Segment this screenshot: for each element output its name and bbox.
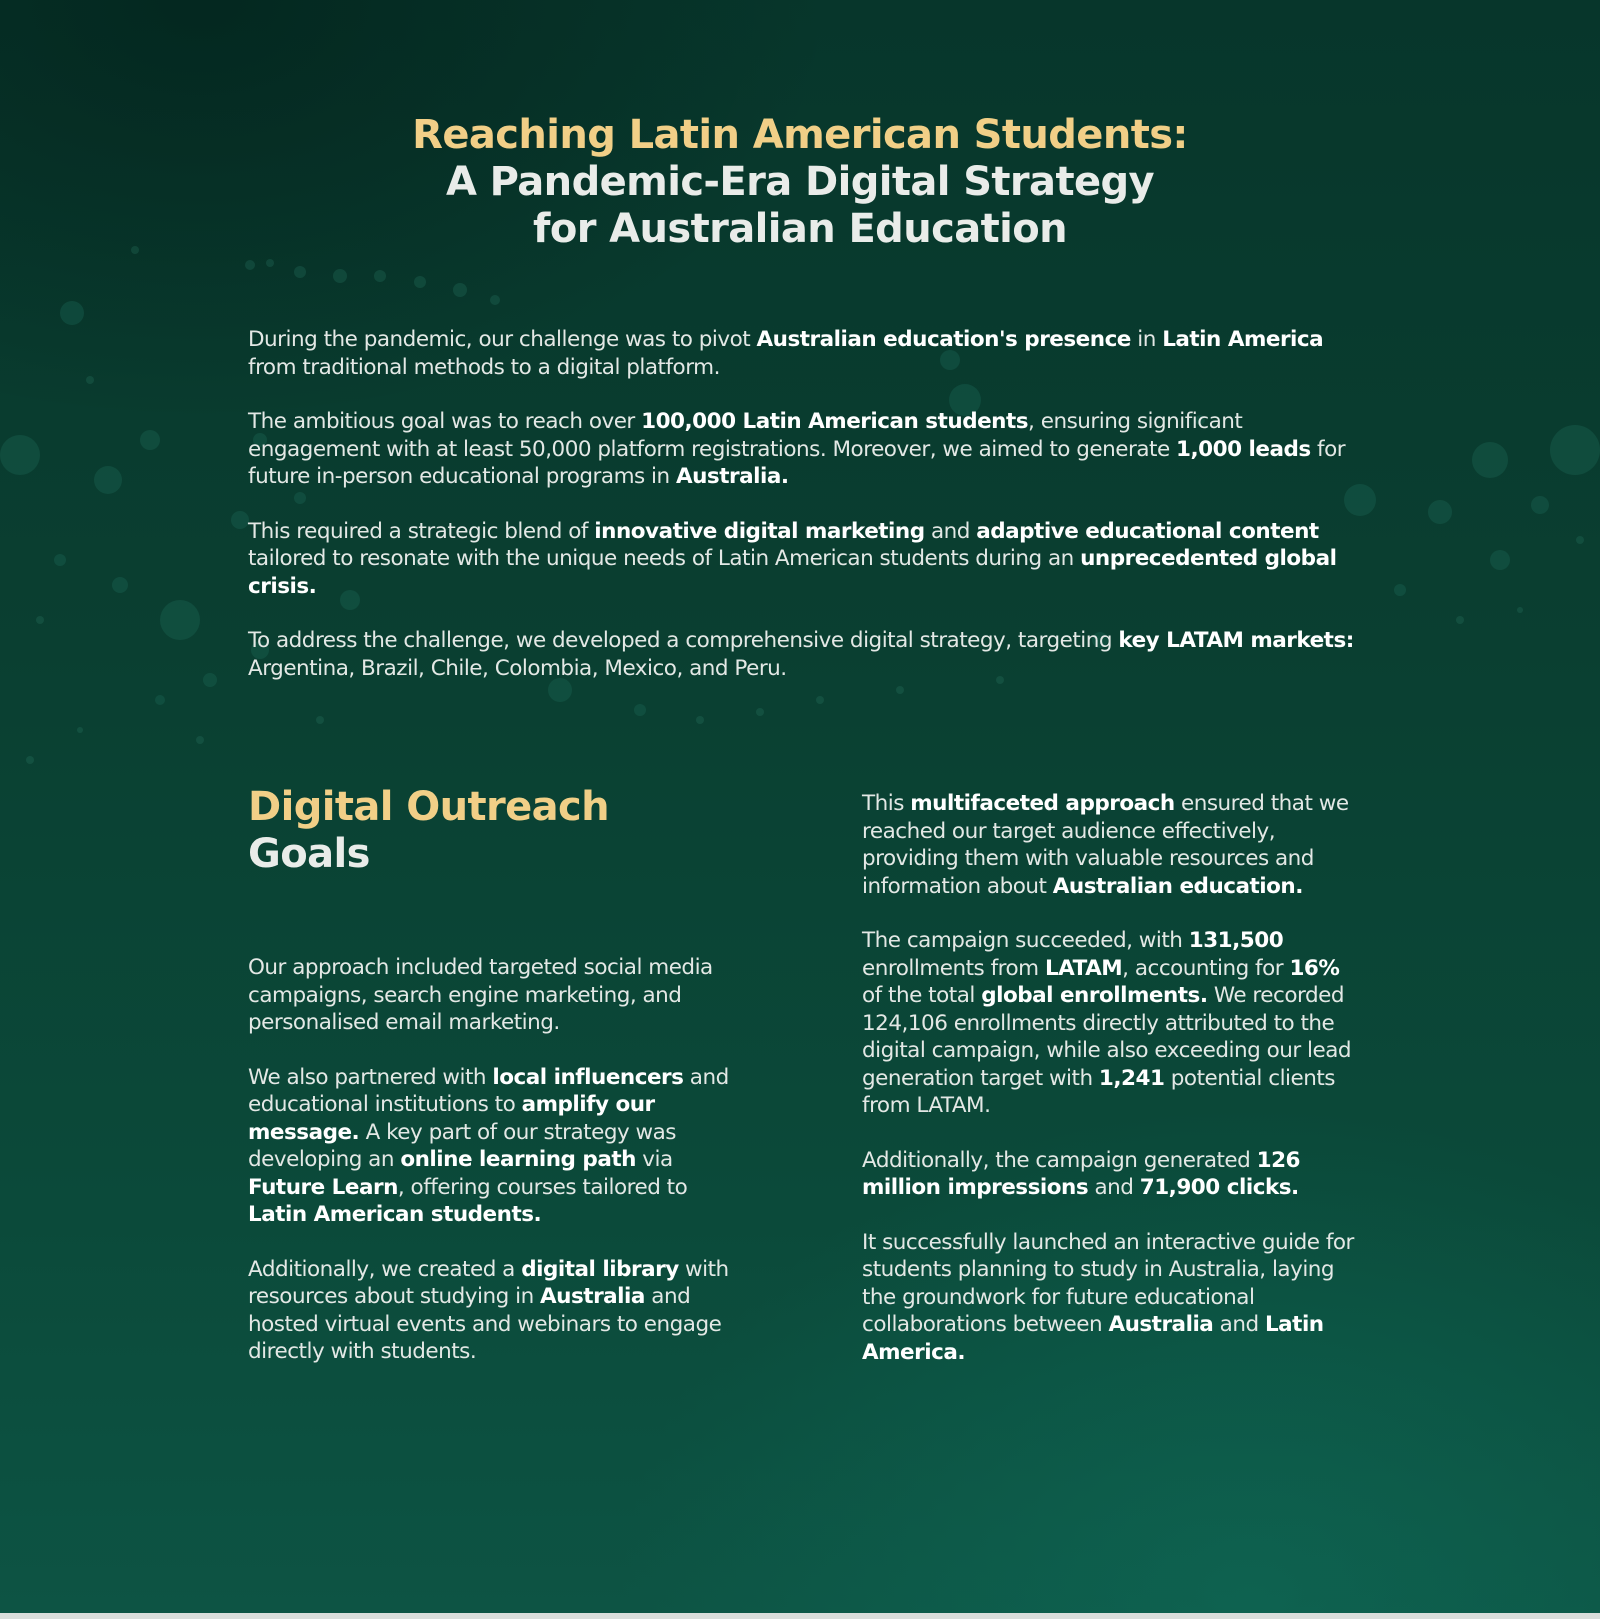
section-title-gold: Digital Outreach xyxy=(248,784,610,830)
text-run: potential clients from LATAM. xyxy=(862,1065,1335,1118)
left-column xyxy=(248,954,748,1393)
text-run: Argentina, Brazil, Chile, Colombia, Mexico, and Peru. xyxy=(248,655,787,681)
text-run: It successfully launched an interactive guide for students planning to study in Australia, laying the groundwork for future educational collaborations between xyxy=(862,1229,1354,1337)
text-run: via xyxy=(635,1147,673,1172)
bold-text-run: local influencers xyxy=(492,1064,684,1090)
text-run: , offering courses tailored to xyxy=(397,1174,688,1200)
bold-text-run: LATAM xyxy=(1044,955,1123,981)
bold-text-run: Australia. xyxy=(675,464,789,489)
text-run: and xyxy=(924,518,977,544)
text-run: We recorded 124,106 enrollments directly attributed to the digital campaign, while also exceeding our lead generation target with xyxy=(862,983,1352,1091)
bold-text-run: Future Learn xyxy=(248,1174,398,1200)
text-run: We also partnered with xyxy=(248,1064,493,1090)
text-run: enrollments from xyxy=(862,955,1045,981)
text-run: with resources about studying in xyxy=(248,1256,729,1309)
text-run: This xyxy=(862,791,911,816)
right-paragraph-2 xyxy=(862,927,1362,1120)
intro-paragraph-1 xyxy=(248,326,1358,381)
text-run: and hosted virtual events and webinars to engage directly with students. xyxy=(248,1284,722,1364)
section-title-white: Goals xyxy=(248,831,370,877)
bold-text-run: 126 million impressions xyxy=(862,1147,1301,1200)
bold-text-run: key LATAM markets: xyxy=(1118,628,1354,653)
page-title-line-1: Reaching Latin American Students: xyxy=(412,112,1188,158)
bold-text-run: Australia xyxy=(540,1284,645,1309)
intro-paragraph-3 xyxy=(248,518,1358,601)
bold-text-run: amplify our message. xyxy=(248,1092,655,1145)
bold-text-run: unprecedented global crisis. xyxy=(248,546,1337,599)
right-paragraph-4 xyxy=(862,1229,1362,1367)
text-run: , ensuring significant engagement with at least 50,000 platform registrations. Moreover, we aimed to generate xyxy=(248,409,1243,462)
bold-text-run: online learning path xyxy=(400,1147,636,1172)
text-run: for future in-person educational programs in xyxy=(248,436,1346,489)
intro-paragraph-2 xyxy=(248,408,1358,491)
bold-text-run: multifaceted approach xyxy=(910,791,1175,816)
right-paragraph-3 xyxy=(862,1147,1362,1202)
text-run: During the pandemic, our challenge was to pivot xyxy=(248,327,757,352)
text-run: in xyxy=(1130,327,1163,352)
text-run: To address the challenge, we developed a comprehensive digital strategy, targeting xyxy=(248,628,1119,653)
bold-text-run: Australian education. xyxy=(1052,873,1303,899)
left-paragraph-1 xyxy=(248,954,748,1037)
right-column xyxy=(862,790,1362,1393)
bold-text-run: 1,241 xyxy=(1098,1065,1165,1091)
left-paragraph-2 xyxy=(248,1064,748,1229)
text-run: A key part of our strategy was developing an xyxy=(248,1119,676,1172)
section-title xyxy=(248,784,609,878)
text-run: and educational institutions to xyxy=(248,1064,729,1117)
text-run: tailored to resonate with the unique needs of Latin American students during an xyxy=(248,546,1081,571)
bold-text-run: Latin America. xyxy=(862,1312,1324,1365)
bold-text-run: global enrollments. xyxy=(981,983,1208,1008)
bottom-strip xyxy=(0,1613,1600,1619)
text-run: Additionally, we created a xyxy=(248,1256,522,1282)
bold-text-run: adaptive educational content xyxy=(976,518,1319,544)
bold-text-run: innovative digital marketing xyxy=(594,518,925,544)
page-title-line-2: A Pandemic-Era Digital Strategy xyxy=(445,159,1155,205)
intro-section xyxy=(248,326,1358,709)
text-run: Additionally, the campaign generated xyxy=(862,1147,1257,1173)
bold-text-run: 131,500 xyxy=(1188,928,1284,953)
text-run: and xyxy=(1088,1175,1140,1200)
page-title xyxy=(0,112,1600,253)
text-run: The campaign succeeded, with xyxy=(862,928,1189,953)
text-run: The ambitious goal was to reach over xyxy=(248,409,642,434)
text-run: , accounting for xyxy=(1122,955,1290,981)
text-run: from traditional methods to a digital platform. xyxy=(248,354,720,380)
page-title-line-3: for Australian Education xyxy=(533,206,1067,252)
bold-text-run: 1,000 leads xyxy=(1176,436,1311,462)
bold-text-run: 100,000 Latin American students xyxy=(641,409,1029,434)
bold-text-run: 71,900 clicks. xyxy=(1139,1175,1299,1200)
text-run: ensured that we reached our target audience effectively, providing them with valuable resources and information about xyxy=(862,791,1349,899)
right-paragraph-1 xyxy=(862,790,1362,900)
bold-text-run: Latin American students. xyxy=(248,1202,542,1227)
text-run: of the total xyxy=(862,983,982,1008)
bold-text-run: 16% xyxy=(1289,955,1340,981)
intro-paragraph-4 xyxy=(248,627,1358,682)
bold-text-run: Australia xyxy=(1108,1312,1214,1337)
text-run: and xyxy=(1213,1312,1265,1337)
bold-text-run: Latin America xyxy=(1162,327,1324,352)
text-run: Our approach included targeted social media campaigns, search engine marketing, and personalised email marketing. xyxy=(248,955,713,1035)
bold-text-run: Australian education's presence xyxy=(756,327,1131,352)
text-run: This required a strategic blend of xyxy=(248,518,595,544)
left-paragraph-3 xyxy=(248,1256,748,1366)
bold-text-run: digital library xyxy=(521,1256,679,1282)
